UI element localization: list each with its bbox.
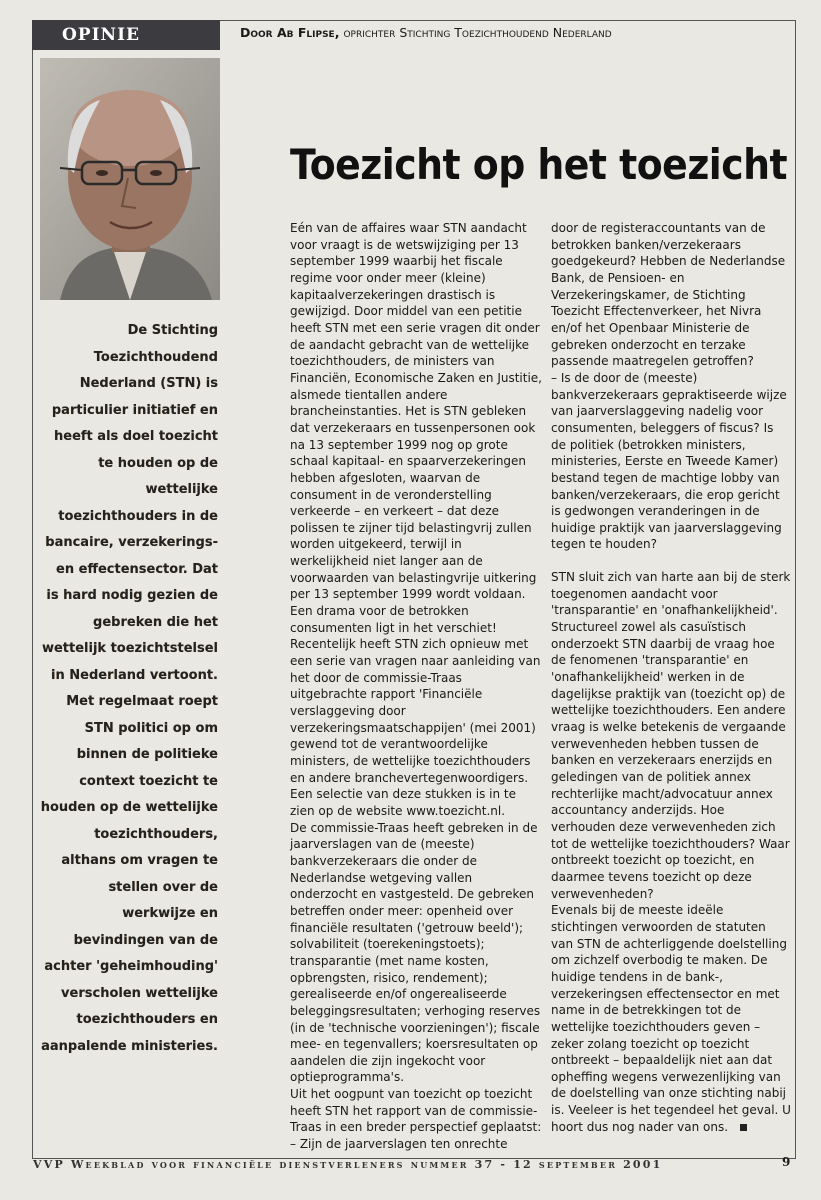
footer-publication: VVP Weekblad voor financiële dienstverleners nummer 37 - 12 september 2001 [33, 1158, 663, 1171]
section-label: OPINIE [32, 20, 220, 50]
paragraph: STN sluit zich van harte aan bij de sterk toegenomen aandacht voor 'transparantie' en 'onafhankelijkheid'. Structureel zowel als casuïstisch onderzoekt STN daarbij de vraag hoe de fenomenen 'transparantie' en 'onafhankelijkheid' werken in de dagelijkse praktijk van (toezicht op) de wettelijke toezichthouders. Een andere vraag is welke betekenis de vergaande verwevenheden hebben tussen de banken en verzekeraars enerzijds en geledingen van de politiek annex rechterlijke macht/advocatuur annex accountancy anderzijds. Hoe verhouden deze verwevenheden zich tot de wettelijke toezichthouders? Waar ontbreekt toezicht op toezicht, en daarmee tevens toezicht op deze verwevenheden? [551, 570, 791, 901]
paragraph: Uit het oogpunt van toezicht op toezicht heeft STN het rapport van de commissie-Traas in een breder perspectief geplaatst: [290, 1087, 542, 1135]
byline [240, 25, 790, 40]
paragraph [551, 902, 791, 1135]
sidebar-quote: De Stichting Toezichthoudend Nederland (STN) is particulier initiatief en heeft als doel toezicht te houden op de wettelijke toezichthouders in de bancaire, verzekerings- en effectensector. Dat is hard nodig gezien de gebreken die het wettelijk toezichtstelsel in Nederland vertoont. Met regelmaat roept STN politici op om binnen de politieke context toezicht te houden op de wettelijke toezichthouders, althans om vragen te stellen over de werkwijze en bevindingen van de achter 'geheimhouding' verscholen wettelijke toezichthouders en aanpalende ministeries. [40, 323, 218, 1054]
article-title: Toezicht op het toezicht [290, 140, 788, 189]
paragraph: – Is de door de (meeste) bankverzekeraars gepraktiseerde wijze van jaarverslaggeving nadelig voor consumenten, beleggers of fiscus? Is de politiek (betrokken ministers, ministeries, Eerste en Tweede Kamer) bestand tegen de machtige lobby van banken/verzekeraars, die erop gericht is gedwongen veranderingen in de huidige praktijk van jaarverslaggeving tegen te houden? [551, 370, 787, 552]
article-column-1 [290, 220, 542, 1153]
page-number: 9 [782, 1155, 791, 1169]
byline-role: oprichter Stichting Toezichthoudend Nederland [343, 25, 612, 40]
end-mark-icon [740, 1124, 747, 1131]
paragraph-text: Evenals bij de meeste ideële stichtingen verwoorden de statuten van STN de achterliggende doelstelling om zichzelf overbodig te maken. De huidige tendens in de bank-, verzekeringsen effectensector en met name in de betrekkingen tot de wettelijke toezichthouders geven – zeker zolang toezicht op toezicht ontbreekt – bepaaldelijk niet aan dat opheffing wegens verwezenlijking van de doelstelling van onze stichting nabij is. Veeleer is het tegendeel het geval. U hoort dus nog nader van ons. [551, 903, 791, 1134]
paragraph: Recentelijk heeft STN zich opnieuw met een serie van vragen naar aanleiding van het door de commissie-Traas uitgebrachte rapport 'Financiële verslaggeving door verzekeringsmaatschappijen' (mei 2001) gewend tot de verantwoordelijke ministers, de wettelijke toezichthouders en andere branchevertegenwoordigers. Een selectie van deze stukken is in te zien op de website www.toezicht.nl. [290, 637, 541, 818]
paragraph: – Zijn de jaarverslagen ten onrechte [290, 1137, 508, 1152]
author-photo [40, 58, 220, 300]
byline-author: Door Ab Flipse, [240, 25, 340, 40]
paragraph: Eén van de affaires waar STN aandacht voor vraagt is de wetswijziging per 13 september 1999 waarbij het fiscale regime voor onder meer (kleine) kapitaalverzekeringen drastisch is gewijzigd. Door middel van een petitie heeft STN met een serie vragen dit onder de aandacht gebracht van de wettelijke toezichthouders, de ministers van Financiën, Economische Zaken en Justitie, alsmede tientallen andere brancheinstanties. Het is STN gebleken dat verzekeraars en tussenpersonen ook na 13 september 1999 nog op grote schaal kapitaal- en spaarverzekeringen hebben afgesloten, waarvan de consument in de veronderstelling verkeerde – en verkeert – dat deze polissen te zijner tijd belastingvrij zullen worden uitgekeerd, terwijl in werkelijkheid niet langer aan de voorwaarden van belastingvrije uitkering per 13 september 1999 wordt voldaan. Een drama voor de betrokken consumenten ligt in het verschiet! [290, 221, 542, 635]
paragraph: door de registeraccountants van de betrokken banken/verzekeraars goedgekeurd? Hebben de Nederlandse Bank, de Pensioen- en Verzekeringskamer, de Stichting Toezicht Effectenverkeer, het Nivra en/of het Openbaar Ministerie de gebreken onderzocht en terzake passende maatregelen getroffen? [551, 221, 786, 369]
paragraph: De commissie-Traas heeft gebreken in de jaarverslagen van de (meeste) bankverzekeraars die onder de Nederlandse wetgeving vallen onderzocht en vastgesteld. De gebreken betreffen onder meer: openheid over financiële resultaten ('getrouw beeld'); solvabiliteit (toerekeningstoets); transparantie (met name kosten, opbrengsten, risico, rendement); gerealiseerde en/of ongerealiseerde beleggingsresultaten; verhoging reserves (in de 'technische voorzieningen'); fiscale mee- en tegenvallers; koersresultaten op aandelen die zijn ingekocht voor optieprogramma's. [290, 820, 541, 1085]
article-column-2 [551, 220, 791, 1135]
